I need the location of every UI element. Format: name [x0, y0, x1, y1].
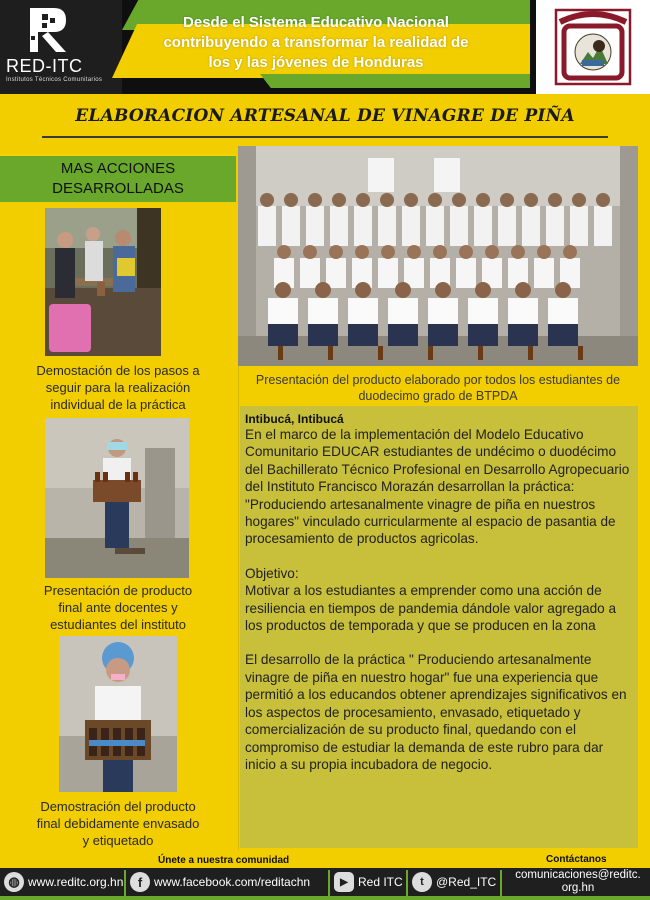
youtube-icon: ▶ [334, 872, 354, 892]
group-photo [238, 146, 638, 366]
footer-green-stripe [0, 896, 650, 900]
caption-line: Demostración del producto [40, 799, 196, 814]
facebook-icon: f [130, 872, 150, 892]
join-community-label: Únete a nuestra comunidad [158, 855, 290, 866]
logo-subtext: Institutos Técnicos Comunitarios [6, 77, 103, 83]
photo-demonstration [45, 208, 161, 356]
caption-line: seguir para la realización [45, 380, 191, 395]
red-itc-logo[interactable] [0, 0, 122, 94]
banner-line-3: los y las jóvenes de Honduras [208, 54, 424, 71]
caption-line: Demostación de los pasos a [36, 363, 200, 378]
institute-seal [536, 0, 650, 94]
photo-final-product [59, 636, 177, 792]
banner-line-1: Desde el Sistema Educativo Nacional [183, 14, 449, 31]
photo-presentation-image [45, 418, 189, 578]
group-caption-line-2: duodecimo grado de BTPDA [358, 389, 518, 403]
objective-label: Objetivo: [245, 565, 299, 581]
caption-line: final debidamente envasado [36, 816, 200, 831]
article-paragraph-conclusion: El desarrollo de la práctica " Produciendo artesanalmente vinagre de piña en nuestro hogar" fue una experiencia que permitió a los educandos obtener aprendizajes significativos en los aspectos de procesamiento, envasado, etiquetado y comercialización de su producto final, quedando con el compromiso de estudiar la demanda de este rubro para dar inicio a su propia incubadora de negocio. [245, 652, 627, 772]
banner-stripe-bottom [260, 74, 530, 88]
email-line-2: org.hn [561, 882, 595, 894]
footer-facebook-link[interactable] [130, 868, 310, 896]
caption-line: estudiantes del instituto [50, 617, 186, 632]
article-location: Intibucá, Intibucá [245, 412, 344, 426]
caption-final-product [0, 798, 236, 849]
group-photo-caption [240, 372, 636, 404]
footer-separator [500, 870, 502, 896]
banner-slogan [130, 13, 502, 73]
contact-label: Contáctanos [546, 854, 607, 865]
caption-line: final ante docentes y [58, 600, 178, 615]
footer-youtube-link[interactable] [334, 868, 403, 896]
photo-presentation [45, 418, 189, 578]
email-line-1: comunicaciones@reditc. [515, 869, 641, 881]
globe-icon: ◍ [4, 872, 24, 892]
article-body [240, 406, 638, 848]
title-underline [42, 136, 608, 138]
footer-twitter-link[interactable] [412, 868, 496, 896]
group-caption-line-1: Presentación del producto elaborado por todos los estudiantes de [255, 373, 621, 387]
twitter-icon: t [412, 872, 432, 892]
facebook-text: www.facebook.com/reditachn [154, 875, 311, 889]
caption-demonstration [0, 362, 236, 413]
banner-line-2: contribuyendo a transformar la realidad de [163, 34, 469, 51]
logo-text: RED-ITC [6, 56, 83, 76]
objective-text: Motivar a los estudiantes a emprender como una acción de resiliencia en tiempos de pandemia dándole valor agregado a los productos de temporada y que se producen en la zona [245, 583, 617, 634]
more-actions-heading [0, 156, 236, 202]
institute-seal-icon [554, 8, 632, 86]
article-paragraph-intro: En el marco de la implementación del Modelo Educativo Comunitario EDUCAR estudiantes de undécimo o duodécimo del Bachillerato Técnico Profesional en Desarrollo Agropecuario del Instituto Francisco Morazán desarrollan la práctica: "Produciendo artesanalmente vinagre de piña en nuestros hogares" vinculado curricularmente al espacio de pasantia de procesamiento de productos agricolas. [245, 427, 630, 547]
more-actions-line-2: DESARROLLADAS [52, 180, 184, 197]
page-title: ELABORACION ARTESANAL DE VINAGRE DE PIÑA [75, 106, 575, 126]
group-photo-image [238, 146, 638, 366]
caption-line: y etiquetado [82, 833, 154, 848]
footer-separator [328, 870, 330, 896]
footer-website-link[interactable] [4, 868, 123, 896]
more-actions-line-1: MAS ACCIONES [60, 160, 176, 177]
footer-separator [406, 870, 408, 896]
twitter-text: @Red_ITC [436, 875, 497, 889]
red-itc-r-icon [28, 6, 68, 54]
caption-presentation [0, 582, 236, 633]
youtube-text: Red ITC [358, 875, 403, 889]
photo-final-product-image [59, 636, 177, 792]
photo-demonstration-image [45, 208, 161, 356]
caption-line: individual de la práctica [50, 397, 186, 412]
website-text: www.reditc.org.hn [28, 875, 124, 889]
caption-line: Presentación de producto [43, 583, 193, 598]
footer-separator [124, 870, 126, 896]
footer-email-link[interactable] [506, 868, 650, 896]
header [0, 0, 650, 94]
